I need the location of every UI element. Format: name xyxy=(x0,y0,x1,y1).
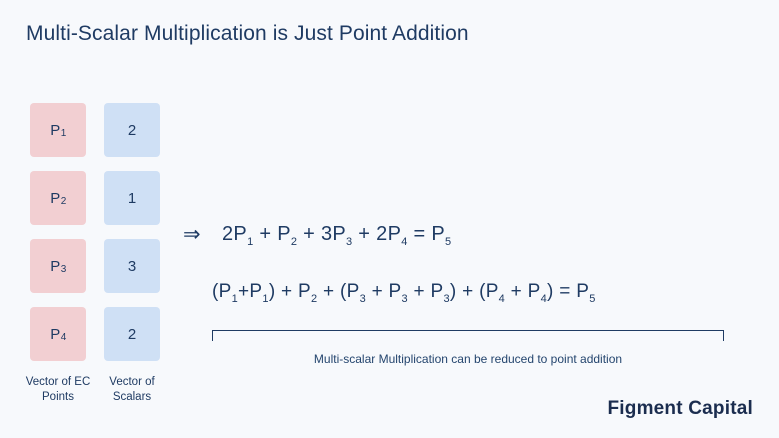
equation-subscript: 1 xyxy=(231,293,239,305)
point-cell-subscript: 3 xyxy=(60,264,67,275)
equation-term: + P xyxy=(505,281,541,302)
equation-term: + P xyxy=(407,281,444,302)
equation-subscript: 3 xyxy=(359,293,366,305)
implies-arrow-icon: ⇒ xyxy=(183,223,201,246)
equation-subscript: 1 xyxy=(247,236,254,248)
point-cell xyxy=(30,103,86,157)
equation-term: ) + P xyxy=(268,281,311,302)
equation-subscript: 5 xyxy=(444,236,452,248)
equation-term: (P xyxy=(212,281,232,302)
equation-subscript: 3 xyxy=(346,236,353,248)
underbrace xyxy=(212,330,724,342)
underbrace-line xyxy=(212,330,724,331)
point-cell-subscript: 2 xyxy=(60,196,67,207)
equation-term: + P xyxy=(253,223,291,245)
vector-of-points-caption: Vector of EC Points xyxy=(25,376,91,404)
point-cell-base: P xyxy=(50,325,61,343)
equation-subscript: 4 xyxy=(401,236,408,248)
scalar-cell: 3 xyxy=(104,239,160,293)
equation-term: ) = P xyxy=(547,281,590,302)
scalar-cell: 1 xyxy=(104,171,160,225)
vector-of-scalars-column xyxy=(104,103,160,361)
point-cell-base: P xyxy=(50,121,61,139)
point-cell-subscript: 4 xyxy=(60,332,67,343)
equation-subscript: 4 xyxy=(540,293,548,305)
equation-term: = P xyxy=(407,223,445,245)
equation-subscript: 2 xyxy=(290,236,298,248)
equation-term: 2P xyxy=(222,223,248,245)
equation-subscript: 5 xyxy=(589,293,596,305)
vector-of-scalars-caption: Vector of Scalars xyxy=(109,376,155,404)
equation-subscript: 1 xyxy=(262,293,269,305)
scalar-cell: 2 xyxy=(104,103,160,157)
point-cell xyxy=(30,307,86,361)
equation-subscript: 4 xyxy=(498,293,506,305)
equation-term: + 2P xyxy=(352,223,402,245)
equation-subscript: 2 xyxy=(310,293,318,305)
equation-term: + P xyxy=(365,281,402,302)
point-cell xyxy=(30,171,86,225)
equation-msm xyxy=(222,223,451,246)
equation-term: + 3P xyxy=(297,223,347,245)
point-cell-base: P xyxy=(50,189,61,207)
equation-term: + (P xyxy=(317,281,360,302)
underbrace-right-tick xyxy=(723,330,724,341)
brand-logo: Figment Capital xyxy=(607,398,753,419)
point-cell-subscript: 1 xyxy=(60,128,67,139)
point-cell-base: P xyxy=(50,257,61,275)
point-cell xyxy=(30,239,86,293)
reduction-note: Multi-scalar Multiplication can be reduced to point addition xyxy=(313,352,623,366)
scalar-cell: 2 xyxy=(104,307,160,361)
underbrace-left-tick xyxy=(212,330,213,341)
equation-subscript: 3 xyxy=(401,293,408,305)
page-title: Multi-Scalar Multiplication is Just Point Addition xyxy=(26,22,469,45)
equation-term: +P xyxy=(238,281,263,302)
equation-expanded xyxy=(212,281,596,303)
equation-subscript: 3 xyxy=(443,293,450,305)
equation-term: ) + (P xyxy=(449,281,499,302)
vector-of-points-column xyxy=(30,103,86,361)
